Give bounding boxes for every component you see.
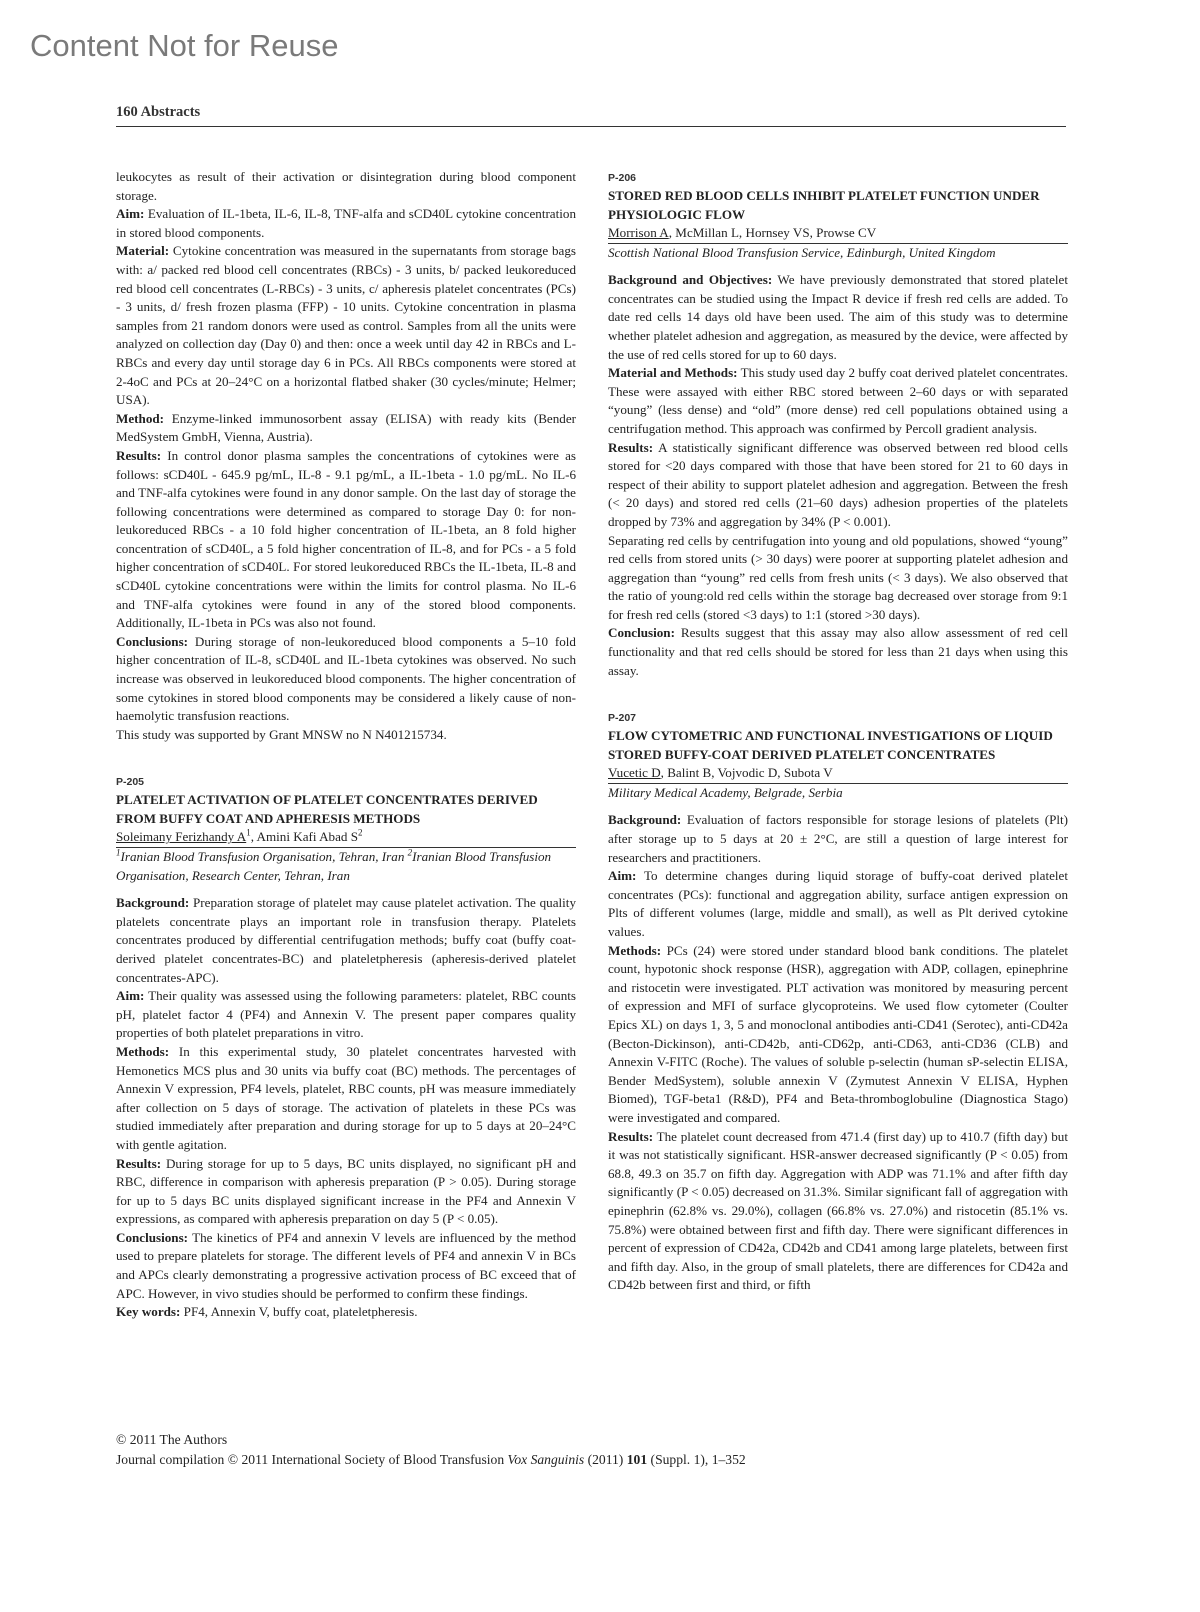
continuation-paragraph: Conclusions: During storage of non-leukoreduced blood components a 5–10 fold higher concentration of IL-8, sCD40L and IL-1beta cytokines was observed. No such increase was observed in leukoreduced blood components. The higher concentration of some cytokines in stored blood components may be considered a likely cause of non-haemolytic transfusion reactions.	[116, 633, 576, 724]
header-rule	[116, 126, 1066, 127]
continuation-paragraph: Results: In control donor plasma samples the concentrations of cytokines were as follows: sCD40L - 645.9 pg/mL, IL-8 - 9.1 pg/mL, a IL-1beta - 1.0 pg/mL. No IL-6 and TNF-alfa cytokines were found in any donor sample. On the last day of storage the following concentrations were determined as compared to storage Day 0: for non-leukoreduced RBCs - a 10 fold higher concentration of IL-1beta, an 8 fold higher concentration of sCD40L, a 5 fold higher concentration of IL-8, and for PCs - a 5 fold higher concentration of sCD40L. For stored leukoreduced RBCs the IL-1beta, IL-8 and sCD40L cytokine concentrations were within the limits for control plasma. No IL-6 and TNF-alfa cytokines were found in any of the stored blood components. Additionally, IL-1beta in PCs was also not found.	[116, 447, 576, 631]
abstract-paragraph: Conclusions: The kinetics of PF4 and annexin V levels are influenced by the method used to prepare platelets for storage. The different levels of PF4 and annexin V in BCs and APCs clearly demonstrating a progressive activation process of BC exceed that of APC. However, in vivo studies should be performed to confirm these findings.	[116, 1229, 576, 1301]
abstract-paragraph: Aim: Their quality was assessed using the following parameters: platelet, RBC counts pH, platelet factor 4 (PF4) and Annexin V. The present paper compares quality properties of both platelet preparations in vitro.	[116, 988, 576, 1041]
abstract-paragraph: Background: Evaluation of factors responsible for storage lesions of platelets (Plt) after storage up to 5 days at 20 ± 2°C, are still a question of large interest for researchers and practitioners.	[608, 812, 1068, 865]
continuation-paragraph: This study was supported by Grant MNSW no N N401215734.	[116, 726, 447, 742]
abstract-id: P-206	[608, 172, 637, 184]
abstract-title: STORED RED BLOOD CELLS INHIBIT PLATELET FUNCTION UNDER PHYSIOLOGIC FLOW	[608, 188, 1040, 222]
abstract-title: FLOW CYTOMETRIC AND FUNCTIONAL INVESTIGATIONS OF LIQUID STORED BUFFY-COAT DERIVED PLATELET CONCENTRATES	[608, 728, 1053, 763]
abstract-affiliation: $^1$Iranian Blood Transfusion Organisation, Tehran, Iran $^2$Iranian Blood Transfusion Organisation, Research Center, Tehran, Iran	[116, 847, 576, 885]
page-footer	[116, 1430, 746, 1469]
abstract-paragraph: Separating red cells by centrifugation into young and old populations, showed “young” red cells from stored units (> 30 days) were poorer at supporting platelet adhesion and aggregation than “young” red cells from fresh units (< 3 days). We also observed that the ratio of young:old red cells within the storage bag decreased over storage from 9:1 for fresh red cells (stored <3 days) to 1:1 (stored >30 days).	[608, 532, 1068, 622]
watermark: Content Not for Reuse	[30, 28, 339, 63]
abstract-paragraph: Results: A statistically significant difference was observed between red blood cells stored for <20 days compared with those that have been stored for 21 to 60 days in respect of their ability to support platelet adhesion and aggregation. Between the fresh (< 20 days) and stored red cells (21–60 days) adhesion properties of the platelets dropped by 73% and aggregation by 34% (P < 0.001).	[608, 439, 1068, 529]
abstract-paragraph: Results: The platelet count decreased from 471.4 (first day) up to 410.7 (fifth day) but it was not statistically significant. HSR-answer decreased significantly (P < 0.05) from 68.8, 49.3 on 35.7 on fifth day. Aggregation with ADP was 71.1% and after fifth day significantly (P < 0.05) decreased on 31.3%. Similar significant fall of aggregation with epinephrin (62.8% vs. 29.0%), collagen (66.8% vs. 27.0%) and ristocetin (85.1% vs. 75.8%) were obtained between first and fifth day. There were significant differences in percent of expression of CD42a, CD42b and CD41 among large platelets, between first and fifth day. Also, in the group of small platelets, there are differences for CD42a and CD42b between first and third, or fifth	[608, 1128, 1068, 1293]
abstract-paragraph: Background and Objectives: We have previously demonstrated that stored platelet concentrates can be studied using the Impact R device if fresh red cells are added. To date red cells 14 days old have been used. The aim of this study was to determine whether platelet adhesion and aggregation, as measured by the device, were affected by the use of red cells stored for up to 60 days.	[608, 272, 1068, 362]
continuation-paragraph: Aim: Evaluation of IL-1beta, IL-6, IL-8, TNF-alfa and sCD40L cytokine concentration in stored blood components.	[116, 206, 576, 240]
abstract-authors: Vucetic D, Balint B, Vojvodic D, Subota V	[608, 765, 833, 781]
abstract-paragraph: Methods: In this experimental study, 30 platelet concentrates harvested with Hemonetics MCS plus and 30 units via buffy coat (BC) methods. The percentages of Annexin V expression, PF4 levels, platelet, RBC counts, pH was measure immediately after collection on 5 days of storage. The activation of platelets in these PCs was studied immediately after preparation and during storage for up to 5 days at 20–24°C with gentle agitation.	[116, 1043, 576, 1152]
abstract-authors: Morrison A, McMillan L, Hornsey VS, Prowse CV	[608, 225, 877, 240]
abstract-title: PLATELET ACTIVATION OF PLATELET CONCENTRATES DERIVED FROM BUFFY COAT AND APHERESIS METHODS	[116, 792, 538, 827]
right-column	[608, 170, 1068, 1295]
abstract-p206	[608, 170, 1068, 680]
left-column	[116, 168, 576, 1322]
abstract-paragraph: Material and Methods: This study used day 2 buffy coat derived platelet concentrates. These were assayed with either RBC stored between 2–60 days or with separated “young” (less dense) and “old” (more dense) red cell populations obtained using a centrifugation method. This approach was confirmed by Percoll gradient analysis.	[608, 365, 1069, 436]
abstract-authors: Soleimany Ferizhandy $A^1$, Amini Kafi Abad $S^2$	[116, 828, 363, 845]
abstract-p207	[608, 710, 1068, 1295]
abstract-paragraph: Conclusion: Results suggest that this assay may also allow assessment of red cell functionality and that red cells should be stored for less than 21 days when using this assay.	[608, 625, 1068, 678]
abstract-keywords: Key words: PF4, Annexin V, buffy coat, plateletpheresis.	[116, 1304, 418, 1320]
continuation-paragraph: Material: Cytokine concentration was measured in the supernatants from storage bags with: a/ packed red blood cell concentrates (RBCs) - 3 units, b/ packed leukoreduced red blood cell concentrates (L-RBCs) - 3 units, c/ apheresis platelet concentrates (PCs) - 3 units, d/ fresh frozen plasma (FFP) - 10 units. Cytokine concentration in plasma samples from 21 random donors were used as control. Samples from all the units were analyzed on collection day (Day 0) and then: once a week until day 42 in RBCs and L-RBCs and every day until storage day 6 in PCs. All RBCs components were stored at 2-4oC and PCs at 20–24°C on a horizontal flatbed shaker (30 cycles/minute; Helmer; USA).	[116, 243, 576, 408]
continuation-abstract	[116, 168, 576, 744]
abstract-id: P-207	[608, 712, 637, 725]
abstract-paragraph: Aim: To determine changes during liquid storage of buffy-coat derived platelet concentrates (PCs): functional and aggregation ability, surface antigen expression on Plts of different volumes (large, middle and small), as well as Plt derived cytokine values.	[608, 868, 1068, 939]
running-head: 160 Abstracts	[116, 104, 201, 120]
abstract-paragraph: Background: Preparation storage of platelet may cause platelet activation. The quality platelets concentrate plays an important role in transfusion therapy. Platelets concentrates produced by differential centrifugation methods; buffy coat (buffy coat-derived platelet concentrates-BC) and plateletpheresis (apheresis-derived platelet concentrates-APC).	[116, 895, 576, 985]
journal-line: Journal compilation © 2011 International Society of Blood Transfusion Vox Sanguinis (2011) 101 (Suppl. 1), 1–352	[116, 1451, 746, 1467]
abstract-id: P-205	[116, 776, 145, 789]
continuation-paragraph: leukocytes as result of their activation or disintegration during blood component storage.	[116, 169, 576, 203]
copyright-line: © 2011 The Authors	[116, 1432, 228, 1447]
continuation-paragraph: Method: Enzyme-linked immunosorbent assay (ELISA) with ready kits (Bender MedSystem GmbH, Vienna, Austria).	[116, 410, 577, 445]
abstract-affiliation: Military Medical Academy, Belgrade, Serbia	[608, 783, 1068, 803]
abstract-p205	[116, 774, 576, 1321]
abstract-paragraph: Results: During storage for up to 5 days, BC units displayed, no significant pH and RBC, difference in comparison with apheresis preparation (P > 0.05). During storage for up to 5 days BC units displayed significant increase in the PF4 and Annexin V expressions, as compared with apheresis preparation on day 5 (P < 0.05).	[116, 1155, 576, 1227]
abstract-paragraph: Methods: PCs (24) were stored under standard blood bank conditions. The platelet count, hypotonic shock response (HSR), aggregation with ADP, collagen, epinephrine and ristocetin were investigated. PLT activation was monitored by measuring percent of expression and MFI of surface glycoproteins. We used flow cytometer (Coulter Epics XL) on days 1, 3, 5 and monoclonal antibodies anti-CD41 (Serotec), anti-CD42a (Becton-Dickinson), anti-CD42b, anti-CD62p, anti-CD63, anti-CD36 (CLB) and Annexin V-FITC (Roche). The values of soluble p-selectin (human sP-selectin ELISA, Bender MedSystem), soluble annexin V (Zymutest Annexin V ELISA, Hyphen Biomed), TGF-beta1 (R&D), PF4 and Beta-thromboglobuline (Diagnostica Stago) were investigated and compared.	[608, 942, 1068, 1125]
abstract-affiliation: Scottish National Blood Transfusion Service, Edinburgh, United Kingdom	[608, 243, 1068, 263]
